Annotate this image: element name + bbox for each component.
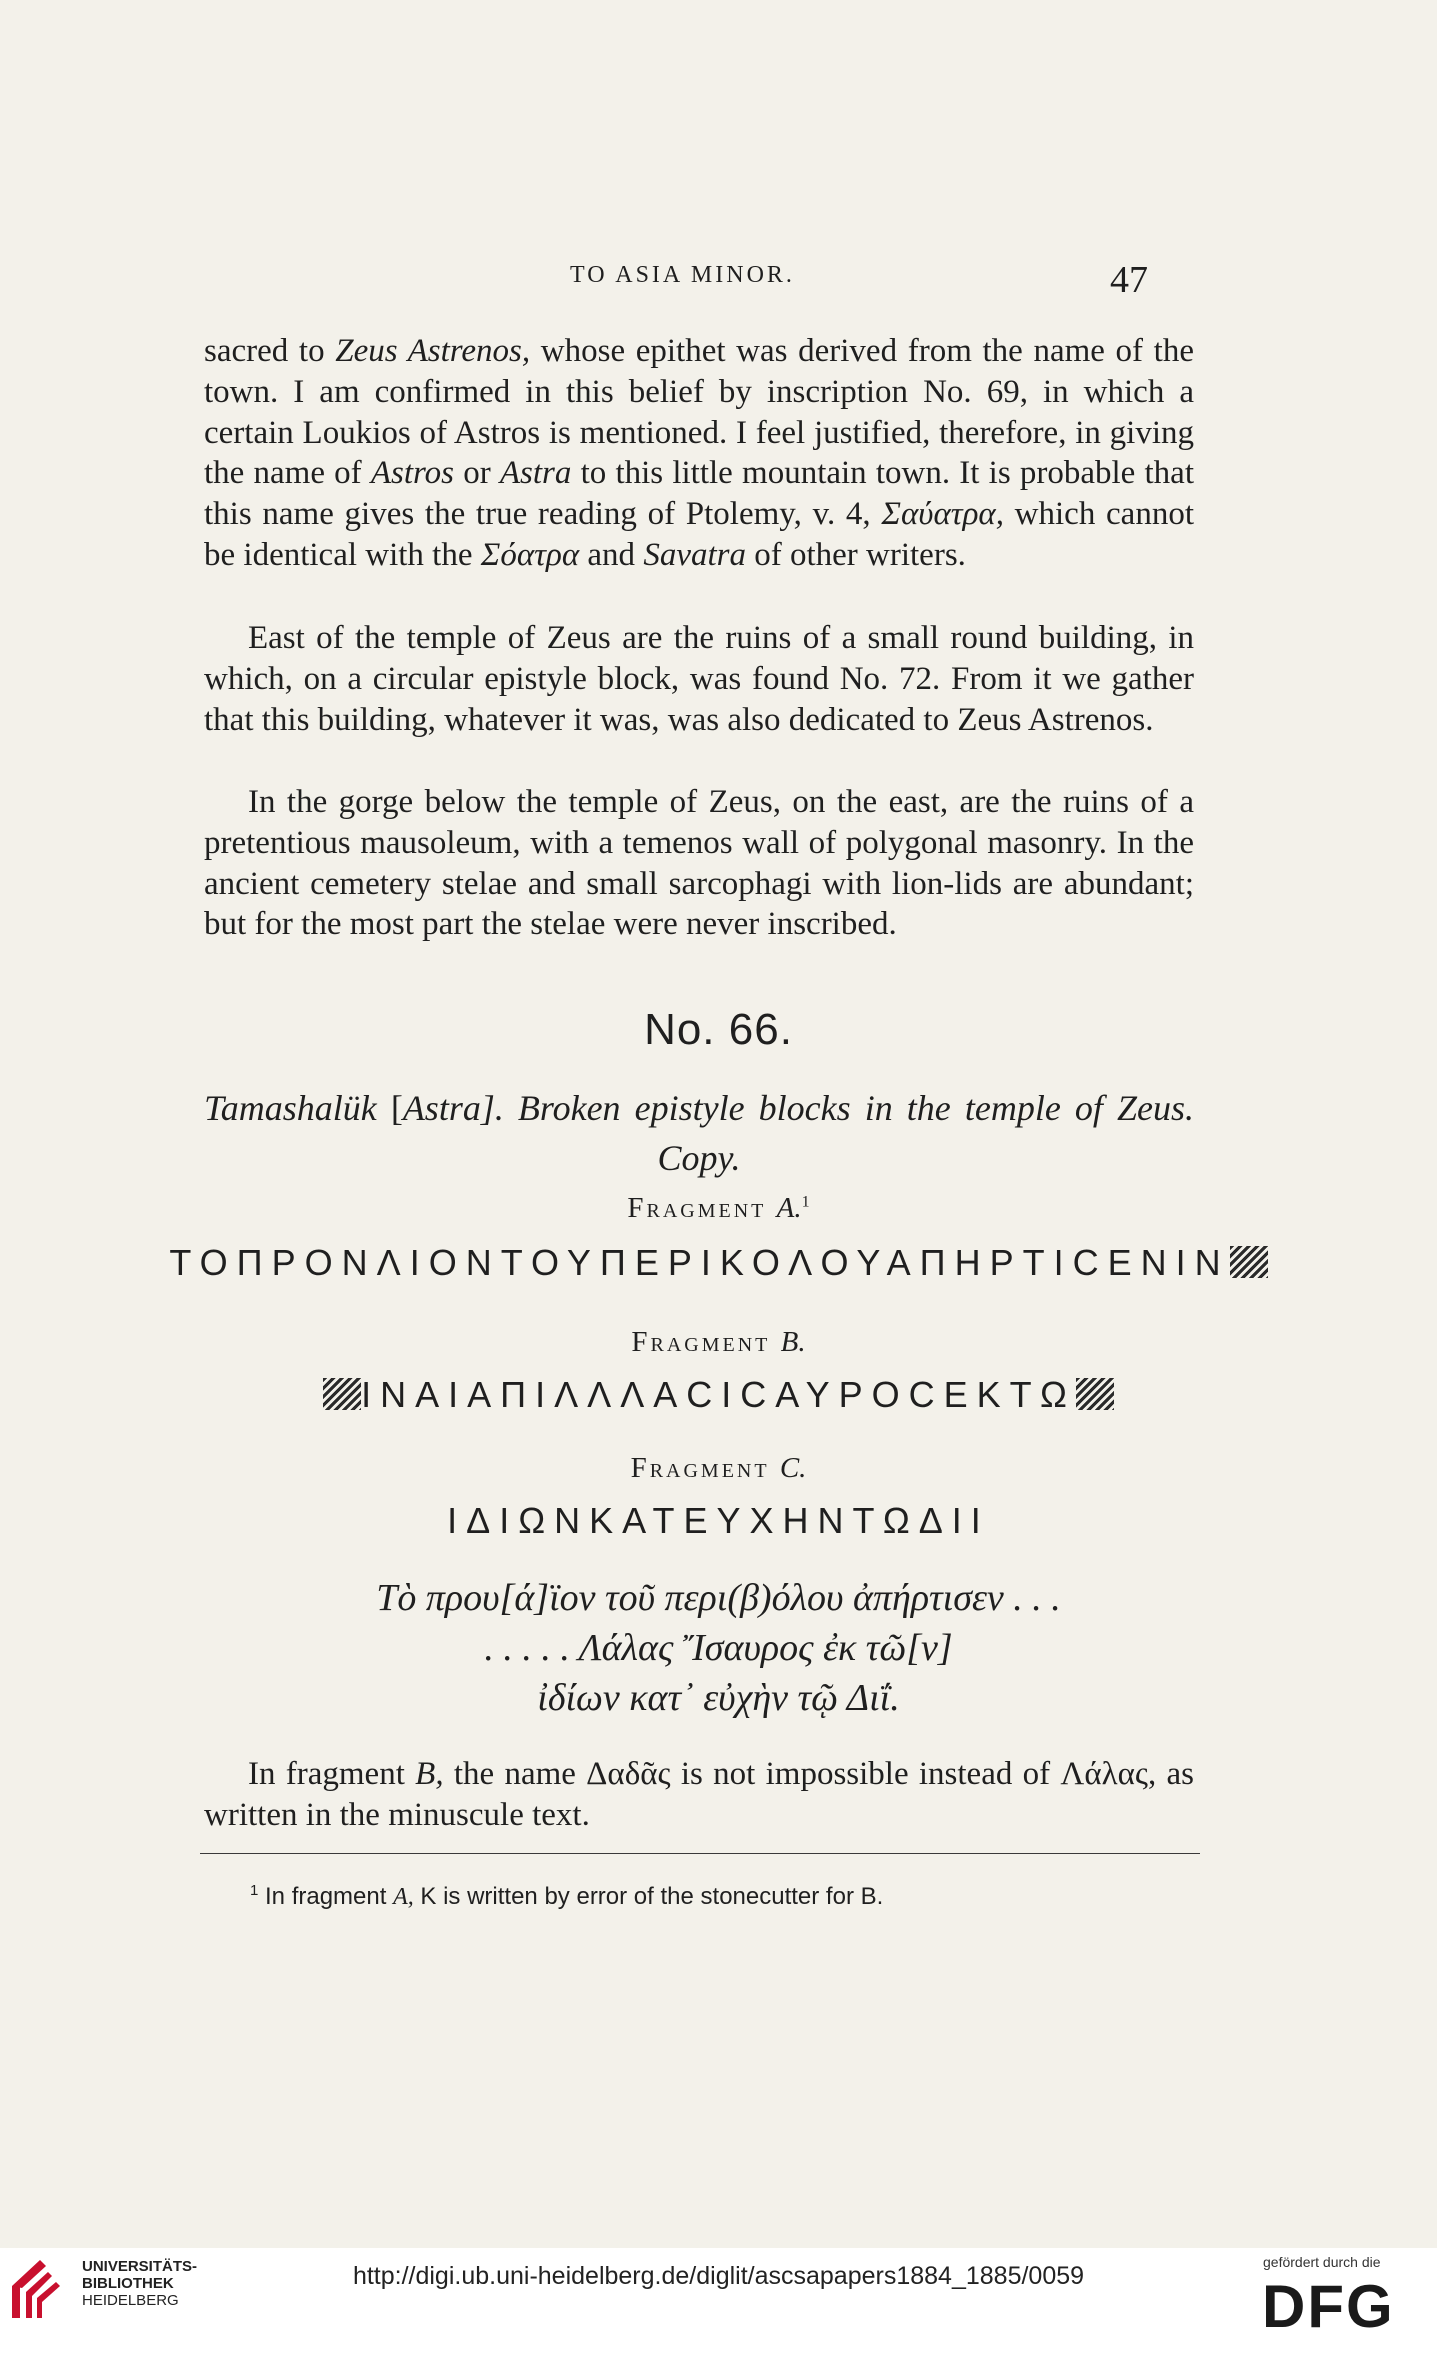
- text-run: the name Δαδᾶς is not impossible instead of Λάλας, as written in the minuscule text.: [204, 1756, 1194, 1833]
- source-url-link[interactable]: http://digi.ub.uni-heidelberg.de/diglit/ascsapapers1884_1885/0059: [352, 2262, 1085, 2290]
- inscription-letters: ΤΟΠΡΟΝΛΙΟΝΤΟΥΠΕΡΙΚΟΛΟΥΑΠΗΡΤΙϹΕΝΙΝ: [169, 1242, 1230, 1283]
- fragment-letter: B.: [780, 1326, 806, 1358]
- text-run: In the gorge below the temple of Zeus, on the east, are the ruins of a pretentious mausoleum, with a temenos wall of polygonal masonry. In the ancient cemetery stelae and small sarcophagi with lion-lids are abundant; but for the most part the stelae were never inscribed.: [204, 784, 1194, 943]
- fragment-letter: A.: [776, 1192, 802, 1224]
- text-run: of other writers.: [745, 536, 966, 573]
- fragment-label-word: Fragment: [627, 1192, 767, 1224]
- running-head: TO ASIA MINOR.: [570, 262, 795, 288]
- fragment-c-label: [0, 1452, 1437, 1485]
- title-description: Broken epistyle blocks in the temple of Zeus. Copy.: [517, 1088, 1194, 1178]
- footnote-marker: 1: [250, 1882, 259, 1899]
- italic-run: Savatra: [643, 536, 746, 573]
- library-name-line: BIBLIOTHEK: [82, 2275, 174, 2292]
- fragment-label-word: Fragment: [630, 1452, 770, 1484]
- dfg-logo: DFG: [1262, 2273, 1395, 2340]
- transcription-line-3: ἰδίων κατ᾽ εὐχὴν τῷ Διΐ.: [537, 1677, 900, 1719]
- fragment-b-text: [0, 1374, 1437, 1416]
- commentary-text: [204, 1754, 1194, 1836]
- text-run: which cannot be identical with the: [204, 496, 1194, 573]
- footnote-italic: A,: [393, 1884, 414, 1910]
- footnote-marker: 1: [801, 1193, 810, 1211]
- library-name-line: HEIDELBERG: [82, 2292, 179, 2309]
- commentary-paragraph: [204, 1754, 1194, 1836]
- fragment-a-label: [0, 1192, 1437, 1225]
- title-place: Tamashalük: [204, 1088, 377, 1128]
- transcription-line-1: Τὸ πρου[ά]ϊον τοῦ περι(β)όλου ἀπήρτισεν . . .: [376, 1577, 1061, 1619]
- page-number: 47: [1110, 259, 1148, 301]
- inscription-title: Tamashalük [Astra]. Broken epistyle blocks in the temple of Zeus. Copy.: [204, 1088, 1194, 1178]
- text-run: In fragment: [248, 1756, 416, 1792]
- paragraph-1: [204, 331, 1194, 576]
- text-run: to this little mountain town. It is probable that this name gives the true reading of Ptolemy, v. 4,: [204, 455, 1194, 533]
- transcription-line-2: . . . . . Λάλας Ἴσαυρος ἐκ τῶ[ν]: [484, 1627, 953, 1669]
- text-run: East of the temple of Zeus are the ruins of a small round building, in which, on a circular epistyle block, was found No. 72. From it we gather that this building, whatever it was, was also dedicated to Zeus Astrenos.: [204, 620, 1194, 738]
- fragment-c-text: [0, 1500, 1437, 1542]
- inscription-letters: ΙΝΑΙΑΠΙΛΛΛΑϹΙϹΑΥΡΟϹΕΚΤΩ: [361, 1374, 1076, 1415]
- library-name-line: UNIVERSITÄTS-: [82, 2258, 198, 2275]
- paragraph-2: [204, 618, 1194, 740]
- inscription-letters: ΙΔΙΩΝΚΑΤΕΥΧΗΝΤΩΔΙΙ: [447, 1500, 990, 1541]
- text-run: whose epithet was derived from the name of the town. I am confirmed in this belief by inscription No. 69, in which a certain Loukios of Astros is mentioned. I feel justified, therefore, in giving the name of: [204, 333, 1194, 492]
- italic-run: B,: [415, 1756, 444, 1792]
- fragment-letter: C.: [779, 1452, 807, 1484]
- italic-run: Σόατρα: [480, 536, 580, 573]
- broken-edge-hatch: [1230, 1246, 1268, 1278]
- fragment-b-label: [0, 1326, 1437, 1359]
- footnote-text: In fragment: [258, 1883, 394, 1910]
- paragraph-text: [204, 618, 1194, 740]
- footnote: [250, 1882, 883, 1911]
- italic-run: Zeus Astrenos,: [335, 333, 531, 369]
- italic-run: Σαύατρα,: [881, 496, 1004, 533]
- text-run: or: [454, 455, 500, 492]
- text-run: sacred to: [204, 333, 336, 369]
- paragraph-text: [204, 782, 1194, 945]
- broken-edge-hatch: [1076, 1378, 1114, 1410]
- footnote-rule: [200, 1853, 1200, 1854]
- italic-run: Astros: [370, 455, 454, 492]
- funded-by-label: gefördert durch die: [1263, 2254, 1381, 2270]
- title-bracket: Astra].: [402, 1088, 518, 1128]
- footnote-text: K is written by error of the stonecutter for B.: [413, 1883, 884, 1910]
- fragment-label-word: Fragment: [631, 1326, 771, 1358]
- broken-edge-hatch: [323, 1378, 361, 1410]
- inscription-heading: No. 66.: [644, 1005, 793, 1054]
- italic-run: Astra: [499, 455, 572, 492]
- paragraph-3: [204, 782, 1194, 945]
- paragraph-text: [204, 331, 1194, 576]
- text-run: and: [579, 536, 644, 573]
- fragment-a-text: [0, 1242, 1437, 1284]
